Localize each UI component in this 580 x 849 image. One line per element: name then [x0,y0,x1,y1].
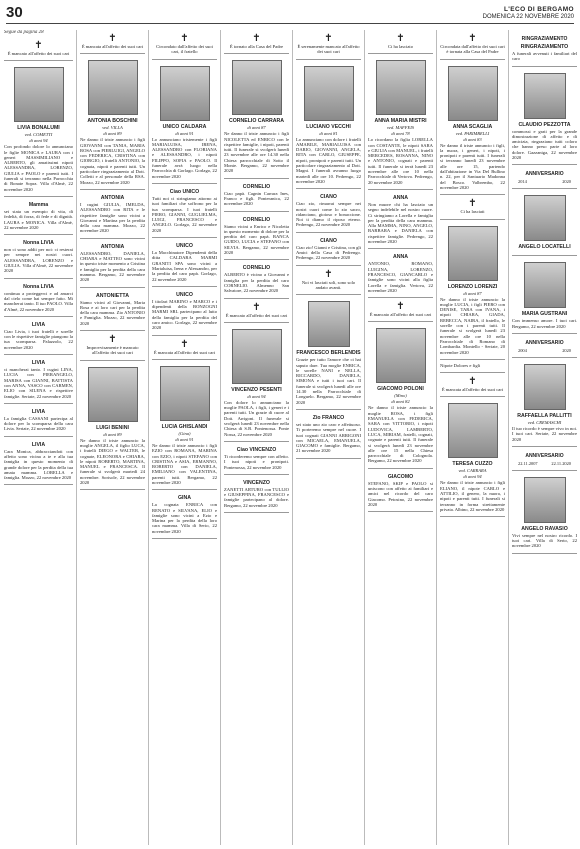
deceased-name: LUCIA GHISLANDI [161,423,208,430]
cross-icon: ✝ [396,33,405,44]
notice-text: Siamo vicini al Giovanni, Maria Rosa e ai loro cari per la perdita della cara mamma. Zio ANTONIO e Famiglia. Mozzo, 22 novembre 2020 [80,299,145,326]
age-note: di anni 89 [103,431,122,437]
deceased-name: UNICO [176,291,193,298]
publication-name: L'ECO DI BERGAMO [503,6,574,13]
notice [152,30,217,60]
cross-icon: ✝ [252,301,261,313]
notice [368,54,433,190]
notice-text: I titolari MARINO e MARCO e i dipendenti della BONZOGNI MARMI SRL partecipano al lutto della famiglia per la perdita del caro amico. Gorlago, 22 novembre 2020 [152,298,217,331]
notice [224,260,289,298]
anniversary-year: 2014 [518,179,527,185]
deceased-name: Nonna LIVIA [23,283,54,290]
deceased-name: UNICO CALDARA [162,123,207,130]
portrait-photo [232,60,282,115]
deceased-name: Mamma [28,201,49,208]
anniversary-heading: ANNIVERSARIO [525,171,564,178]
notice-text: Ciao zio, rimarrai sempre nei nostri cuori come lo zio sacro, ridanciano, gioioso e bonaccione. Noi ti diamo il riposo eterno. Pedrengo, 22 novembre 2020 [296,201,361,228]
portrait-photo [524,73,566,119]
column-7 [436,30,508,845]
notice-text: commossi e grati per la grande dimostrazione di affetto e di amicizia, ringraziano tutti coloro che hanno preso parte al loro dolore. Gazzaniga, 22 novembre 2020 [512,128,577,161]
notice [296,60,361,190]
notice [512,358,577,447]
age-note: di anni 94 [247,393,266,399]
deceased-name: Zio FRANCO [312,414,345,421]
notice-text: Lo ricordano la figlia LORELLA con COSTANTE, le nipoti SARA e GIULIA con MANUEL, i fratelli MERCEDES, ROSANNA, NINO e ANTONIO, cognati e parenti tutti. Il funerale si terrà lunedì 23 novembre alle ore 10 nella Parrocchiale di Vertova. Pedrengo, 20 novembre 2020 [368,137,433,185]
portrait-photo [14,67,64,122]
notice-text: La famiglia CASSANI partecipa al dolore per la scomparsa della cara Livia. Seriate, 22 novembre 2020 [4,415,73,432]
notice [4,404,73,437]
cross-icon: ✝ [252,33,261,44]
deceased-name: CORNELIO [242,216,271,223]
intro-text: Ci ha lasciati [460,209,485,215]
deceased-name: ANGELO RAVASIO [521,525,568,532]
deceased-name: ANNA MARIA MISTRI [374,118,427,125]
deceased-name: CORNELIO [242,265,271,272]
cross-icon: ✝ [108,334,117,346]
deceased-name: ANGELO LOCATELLI [518,244,571,251]
notice [440,360,505,373]
notice [4,37,73,61]
notice [512,189,577,256]
portrait-photo [524,477,566,523]
portrait-photo [448,66,498,121]
name-subtitle: ved. CARRARA [458,468,487,474]
notice [224,299,289,323]
notice-text: ZANETTI ARTURO con TULLIO e GIUSEPPINA, FRANCESCO e famiglie partecipano al dolore. Bergamo, 22 novembre 2020 [224,486,289,508]
notice [224,442,289,475]
notice-text: Ne danno il triste annuncio la moglie ROSA, i figli EMANUELA con FEDERICA, SARA con VITTORIO, i nipoti LUDOVICA, LAMBERTO, LUCA, MIRIAM, fratelli, cognati, cognate e parenti tutti. Il funerale si svolgerà lunedì 23 novembre alle ore 15 nella Chiesa parrocchiale di Colognola. Bergamo, 22 novembre 2020 [368,405,433,464]
notice-text: ALBERTO è vicino a Giovanni e famiglia per la perdita del caro CORNELIO. Almenno San Salvatore, 22 novembre 2020 [224,272,289,294]
column-8 [508,30,580,845]
anniversary-heading: ANNIVERSARIO [525,452,564,459]
notice [224,54,289,178]
notice [440,220,505,360]
column-2 [76,30,148,845]
notice [296,233,361,266]
notice-text: Ne danno il triste annuncio la moglie ANGELA, il figlio LUCA, i fratelli DIEGO e WALTER, le cognate, ELEONORA e CHIARA, le nipoti ROBERTO, MARTINA, MANUEL e FRANCESCA. Il funerale si svolgerà martedì 24 novembre. Sorisole, 22 novembre 2020 [80,437,145,485]
intro-text: È serenamente mancato all'affetto dei suoi cari [297,44,360,55]
name-subtitle: ved. MAFFEIS [387,125,414,131]
notice [440,397,505,517]
deceased-name: ANTONIETTA [96,292,129,299]
anniversary-heading: ANNIVERSARIO [525,339,564,346]
anniversary-year: 22.11.2020 [551,460,571,466]
intro-text: È mancata all'affetto dei suoi cari [441,387,504,393]
notice [224,30,289,54]
cross-icon: ✝ [468,198,477,210]
notice-text: Con dolore lo annunciano la moglie PAOLA, i figli, i generi e i parenti tutti. Un grazie di cuore al Dott. Arrigoni. Il funerale si svolgerà lunedì 23 novembre nella Chiesa di S.B. Pontenossa. Ponte Nossa, 22 novembre 2020 [224,399,289,437]
notice [80,54,145,190]
portrait-photo [308,301,350,347]
deceased-name: UNICO [176,243,193,250]
notice [152,238,217,287]
intro-text: È mancata all'affetto dei suoi cari [153,349,216,355]
deceased-name: LUCIANO VECCHI [306,123,351,130]
portrait-photo [304,66,354,121]
notice [440,30,505,60]
age-note: di anni 82 [391,399,410,405]
notice-text: Ne danno il triste annuncio i figli NICOLETTA ed ENRICO con le rispettive famiglie, i nipoti, parenti tutti. Il funerale si svolgerà lunedì 23 novembre alle ore 14.30 nella Chiesa parrocchiale di Sotto il Monte. Bergamo, 22 novembre 2020 [224,131,289,174]
name-subtitle: (Gina) [178,430,191,436]
notice-text: continua a proteggerci e ad amarci dal cielo come hai sempre fatto. Mi mancherai tanto. Il tuo PAOLO. Villa d'Almè, 22 novembre 2020 [4,290,73,312]
deceased-name: Ciao VINCENZO [236,446,277,453]
deceased-name: LIVIA [31,441,46,448]
deceased-name: LIVIA BONALUMI [17,125,60,132]
anniversary-year: 2004 [518,347,527,353]
portrait-photo [448,226,498,281]
deceased-name: VINCENZO [243,479,270,486]
deceased-name: ANTONIA [100,243,125,250]
name-subtitle: ved. PARIMBELLI [455,130,490,136]
cross-icon: ✝ [180,338,189,350]
notice [224,323,289,442]
notice [512,256,577,334]
notice-text: Ne danno il triste annuncio i figli, la nuora, i generi, i nipoti, i pronipoti e parenti tutti. I funerali si terranno lunedì 23 novembre alle ore 15, partendo dall'abitazione in Via Del Bullino n. 22, per il Santuario Madonna del Bosco. Valbrembo, 22 novembre 2020 [440,142,505,190]
notice [4,317,73,355]
deceased-name: CIANO [320,194,337,201]
notice-text: Ne danno il triste annuncio i figli ELIANO, il nipote CARLO e ATTILIO, il genero, la nuora, i nipoti e parenti tutti. I funerali si terranno in forma strettamente privata. Albino, 22 novembre 2020 [440,480,505,512]
notice [224,179,289,212]
anniversary-dates [512,179,577,184]
notice-text: I cugini GIULIA, IMELDA, ALESSANDRO con RITA e le rispettive famiglie sono vicini a Giovanni e Martina per la perdita della cara mamma. Mozzo, 22 novembre 2020 [80,201,145,234]
deceased-name: LORENZO LORENZI [447,283,498,290]
portrait-photo [376,328,426,383]
anniversary-dates [512,348,577,353]
notice [512,30,577,67]
notice [440,60,505,196]
notice-text: non ci sono addii per noi: ci resterai per sempre nei nostri cuori. ALESSANDRA, LORENZO e GIULIA. Villa d'Almè, 22 novembre 2020 [4,247,73,274]
portrait-photo [160,66,210,121]
age-note: di anni 89 [103,131,122,137]
deceased-name: ANNA [393,194,408,201]
column-5 [292,30,364,845]
cross-icon: ✝ [396,301,405,313]
deceased-name: RAFFAELLA PALLITTI [517,412,572,419]
notice-text: Siamo vicini a Enrico e Nicoletta in questo momento di dolore per la perdita del caro papà. BANCA GUIDO, LUCIA e STEFANO con SILVIA. Bergamo, 22 novembre 2020 [224,223,289,256]
cross-icon: ✝ [34,40,43,51]
notice-text: Ne danno il triste annuncio i figli EZIO con ROMANA, MARINA con EZIO, i nipoti STEFANO con CRISTINA e ASIA, ERMANNO, ROBERTO con DANIELA, EMILIANO con VALENTINA, parenti tutti. Bergamo, 22 novembre 2020 [152,442,217,485]
deceased-name: Ciao UNICO [169,188,200,195]
notice-text: Ciao papà. Cagnin Carrara Ines, Franco e figli. Ponteranica, 22 novembre 2020 [224,190,289,207]
portrait-photo [232,329,282,384]
notice [4,355,73,404]
deceased-name: RINGRAZIAMENTO [520,44,569,50]
notice [4,61,73,197]
intro-text: È mancata all'affetto dei suoi cari [81,44,144,49]
page-number: 30 [6,4,23,21]
deceased-name: ANNA [393,254,408,261]
cross-icon: ✝ [468,376,477,388]
notice-text: Ciao zio! Gianni e Cristina, con gli Amici della Casa di Pedrengo. Pedrengo, 22 novembre 2020 [296,244,361,261]
notice-text: Ne danno il triste annuncio i figli GIOVANNI con TANIA, MARIA ROSA con PIERLUIGI, ANGELO con FEDERICA, CRISTINA con GIORGIO, i fratelli ANTONIO, la cognata, nipoti e parenti tutti. Un particolare ringraziamento al Dott. Colletti e al personale della RSA. Mozzo, 22 novembre 2020 [80,137,145,185]
anniversary-dates [512,461,577,466]
notice [152,490,217,539]
column-6 [364,30,436,845]
deceased-name: GIACOMO POLONI [377,386,424,393]
publication-date: DOMENICA 22 NOVEMBRE 2020 [482,13,574,20]
notice [80,239,145,288]
age-note: di anni 91 [175,436,194,442]
cross-icon: ✝ [324,33,333,44]
notice-text: La cognata ENRICA con RENATO e SILVANA, ELIO e famiglie sono vicini a Ezio e Marina per la perdita della loro cara mamma. Villa di Serio, 22 novembre 2020 [152,502,217,534]
notice [80,190,145,239]
notice-text: Lo annunciano tristemente i figli MARIALUISA, IRENA, ALESSANDRO con FLORIANA e ALESSANDRO, i nipoti FILIPPO, SOFIA e PAOLO. Il funerale avrà luogo nella Parrocchia di Gorlago. Gorlago, 22 novembre 2020 [152,136,217,179]
column-4 [220,30,292,845]
notice-text: Lo annunciano con dolore i fratelli AMABILE, MARIALUISA con DARIO, GIOVANNI, ANGELA, RITA con CARLO, GIUSEPPE, nipoti, pronipoti e parenti tutti. Un particolare ringraziamento al Dott. Magni. I funerali avranno luogo martedì alle ore 10. Pedrengo, 22 novembre 2020 [296,136,361,184]
notice-text: A funerali avvenuti i familiari del caro [512,51,577,62]
portrait-photo [524,262,566,308]
notice-text: Ti ricorderemo sempre con affetto. I tuoi nipoti e pronipoti. Pontenossa, 22 novembre 2020 [224,453,289,470]
notice [80,331,145,361]
portrait-photo [524,195,566,241]
notice-text: Non muore chi ha lasciato un segno indelebile nel nostro cuore. Ci stringiamo a Lorella e famiglia per la perdita della cara mamma. Alla MAMMA, NINO, ANGELO, BARBARA e DANIELA con rispettive famiglie. Pedrengo, 22 novembre 2020 [368,201,433,245]
notice-text: Nipote Dolores e figli [440,362,481,368]
deceased-name: GINA [178,495,191,502]
deceased-name: LUIGI BENINI [96,424,129,431]
notice [296,410,361,459]
portrait-photo [448,403,498,458]
notice [368,322,433,468]
deceased-name: ANNA SCAGLIA [452,123,493,130]
deceased-name: Nonna LIVIA [23,240,54,247]
notice [512,67,577,166]
notice [4,197,73,235]
intro-text: È mancato all'affetto dei suoi cari [7,51,70,56]
notice [512,334,577,358]
notice [368,298,433,322]
anniversary-year: 2020 [562,347,571,353]
notice [368,249,433,298]
deceased-name: CORNELIO CARRARA [228,118,285,125]
intro-text: È mancato all'affetto dei suoi cari [369,312,432,318]
intro-text: Circondata dall'affetto dei suoi cari è tornata alla Casa del Padre [440,44,505,55]
column-3 [148,30,220,845]
notice [368,469,433,512]
age-note: di anni 94 [29,138,48,144]
portrait-photo [160,366,210,421]
notice [224,475,289,513]
intro-text: Noi vi lasciati soli, sono solo andato avanti. [301,279,356,290]
notice [368,30,433,54]
notice-text: Grazie per tutto l'amore che ci hai saputo dare. Tua moglie ENRICA, le sorelle NANI e NELLA, RICCARDO, DANIELA, SIMONA e tutti i tuoi cari. Il funerale si svolgerà lunedì alle ore 14.30 nella Parrocchiale di Longuelo. Bergamo, 22 novembre 2020 [296,357,361,405]
notice [152,336,217,360]
intro-text: Improvvisamente è mancato all'affetto dei suoi cari [86,345,139,356]
portrait-photo [376,60,426,115]
continued-note: Segue da pagina 28 [4,30,44,35]
deceased-name: CLAUDIO PEZZOTTA [518,121,571,128]
deceased-name: CORNELIO [242,183,271,190]
notice [4,437,73,486]
notice [152,287,217,336]
notice-text: Con immenso amore. I tuoi cari. Bergamo, 22 novembre 2020 [512,318,577,329]
notice [4,279,73,317]
intro-text: Ci ha lasciato [387,44,413,49]
anniversary-year: 22.11.2007 [518,460,538,466]
age-note: di anni 91 [175,130,194,136]
notice-text: sei stata un esempio di vita, di fedeltà, di forza, di fede e di dignità. LAURA e MONICA. Villa d'Almè, 22 novembre 2020 [4,208,73,230]
portrait-photo [88,367,138,422]
notice [80,288,145,331]
notice [296,30,361,60]
intro-text: Circondato dall'affetto dei suoi cari, il fratello [156,44,213,55]
notice [80,30,145,54]
notice-text: STEFANO, SKIP e PAOLO si uniscono con affetto ai familiari e amici nel ricordo del caro Giacomo. Petosino, 22 novembre 2020 [368,480,433,507]
notice [440,373,505,397]
column-1 [4,30,76,845]
age-note: di anni 87 [463,290,482,296]
notice [296,189,361,232]
deceased-name: ANTONIA [100,194,125,201]
name-subtitle: ved. CREMASCHI [527,419,562,425]
name-subtitle: ved. VILLA [102,125,123,131]
age-note: di anni 87 [247,125,266,131]
cross-icon: ✝ [108,33,117,44]
notice-text: ANTONIO, ROMANO, LUIGINA, LORENZO, FRANCESCO, GIANCARLO e famiglie sono vicini alla figlia Lorella e famiglia. Vertova, 22 novembre 2020 [368,261,433,293]
page-header [6,4,574,24]
notice [152,184,217,238]
notice [512,471,577,554]
age-note: di anni 83 [463,136,482,142]
intro-text: È tornato alla Casa del Padre [229,44,284,49]
notice [368,190,433,249]
deceased-name: FRANCESCO BERLENDIS [296,350,361,357]
notice-text: ci mancherai tanto. I cugini LINA, LUCIA con PIERANGELO, MARISA con GIANNI, BATTISTA con ANNA, VASCO con CARMEN, ELIO con SILENA e rispettive famiglie. Seriate, 22 novembre 2020 [4,367,73,399]
notice [80,361,145,491]
notice-text: Vivi sempre nel nostro ricordo. I tuoi cari. Villa di Serio, 22 novembre 2020 [512,532,577,549]
publication-info [483,6,574,20]
deceased-name: ANTONIA BOSCHINI [87,118,138,125]
notice-text: Cara Monica, abbracciandoti con affetto sono vicina a te e alla tua famiglia in questo momento di grande dolore per la perdita della tua amata mamma. LORELLA e famiglia. Mozzo, 22 novembre 2020 [4,448,73,481]
section-heading: RINGRAZIAMENTO [521,36,568,42]
age-note: di anni 78 [391,131,410,137]
deceased-name: GIACOMO [387,473,414,480]
deceased-name: CIANO [320,237,337,244]
anniversary-year: 2020 [562,179,571,185]
notice-text: Con profondo dolore lo annunciano le figlie MONICA e LAURA con i generi MASSIMILIANO e ALBERTO, gli amatissimi nipoti ALESSANDRA, LORENZO, GIULIA e PAOLO e parenti tutti. I funerali si terranno nella Parrocchia di Bonate Sopra. Villa d'Almè, 22 novembre 2020 [4,144,73,192]
deceased-name: MARIA GUSTRANI [521,311,568,318]
cross-icon: ✝ [180,33,189,44]
deceased-name: LIVIA [31,408,46,415]
notice-text: Ciao Livia, i tuoi fratelli e sorelle con le rispettive famiglie piangono la tua scomparsa. Palazzolo, 22 novembre 2020 [4,328,73,350]
notice-text: Il tuo ricordo è sempre vivo in noi. I tuoi cari. Seriate, 22 novembre 2020 [512,425,577,442]
deceased-name: LIVIA [31,360,46,367]
notice [512,165,577,189]
notice-text: Ne danno il triste annuncio la moglie LUCIA, i figli PIERO con DENISE, TARA con IVANA, i nipoti CHIARA, GIADA, REBECCA, NAIRA, il fratello, le sorelle con i parenti tutti. Il funerale si svolgerà lunedì 23 novembre alle ore 10 nella Parrocchiale di Romano di Lombardia. Montello - Seriate, 20 novembre 2020 [440,296,505,355]
deceased-name: TERESA CUZZO [452,461,493,468]
notice [152,360,217,490]
notice [512,447,577,471]
notice [224,212,289,261]
notice [152,60,217,184]
notice-text: Tutti noi ci stringiamo attorno ai tuoi familiari che soffrono per la tua scomparsa. I tuoi fratelli PIERO, GIANNI, GUGLIELMA, LUIGI, FRANCESCO e ANGELO. Gorlago, 22 novembre 2020 [152,195,217,233]
cross-icon: ✝ [324,268,333,280]
name-subtitle: ved. COMETTI [24,132,53,138]
intro-text: È mancato all'affetto dei suoi cari [225,312,288,318]
portrait-photo [88,60,138,115]
name-subtitle: (Mino) [394,393,407,399]
notice-text: La Macchinatore Dipendenti della ditta CALDARA MARMI GRANITI SPA sono vicini a Marialuisa, Irena e Alessandro, per la perdita del caro papà. Gorlago, 22 novembre 2020 [152,250,217,282]
age-note: di anni 81 [319,130,338,136]
age-note: di anni 94 [463,474,482,480]
notice [4,235,73,278]
deceased-name: LIVIA [31,321,46,328]
notice [440,195,505,219]
notice [296,295,361,410]
notice-text: sei stato uno zio caro e affettuoso. Ti porteremo sempre nel cuore. I tuoi cognati GIANNI ARRIGONI con MICAELA, EMANUELA, GIACOMO e famiglie. Bergamo, 21 novembre 2020 [296,421,361,454]
portrait-photo [524,364,566,410]
cross-icon: ✝ [468,33,477,44]
deceased-name: VINCENZO PESENTI [231,386,282,393]
notice [296,266,361,296]
notice-text: ALESSANDRO, DANIELA, CHIARA e MATTEO sono vicini in questo triste momento a Cristina e famiglia per la perdita della cara mamma. Bergamo, 22 novembre 2020 [80,250,145,283]
